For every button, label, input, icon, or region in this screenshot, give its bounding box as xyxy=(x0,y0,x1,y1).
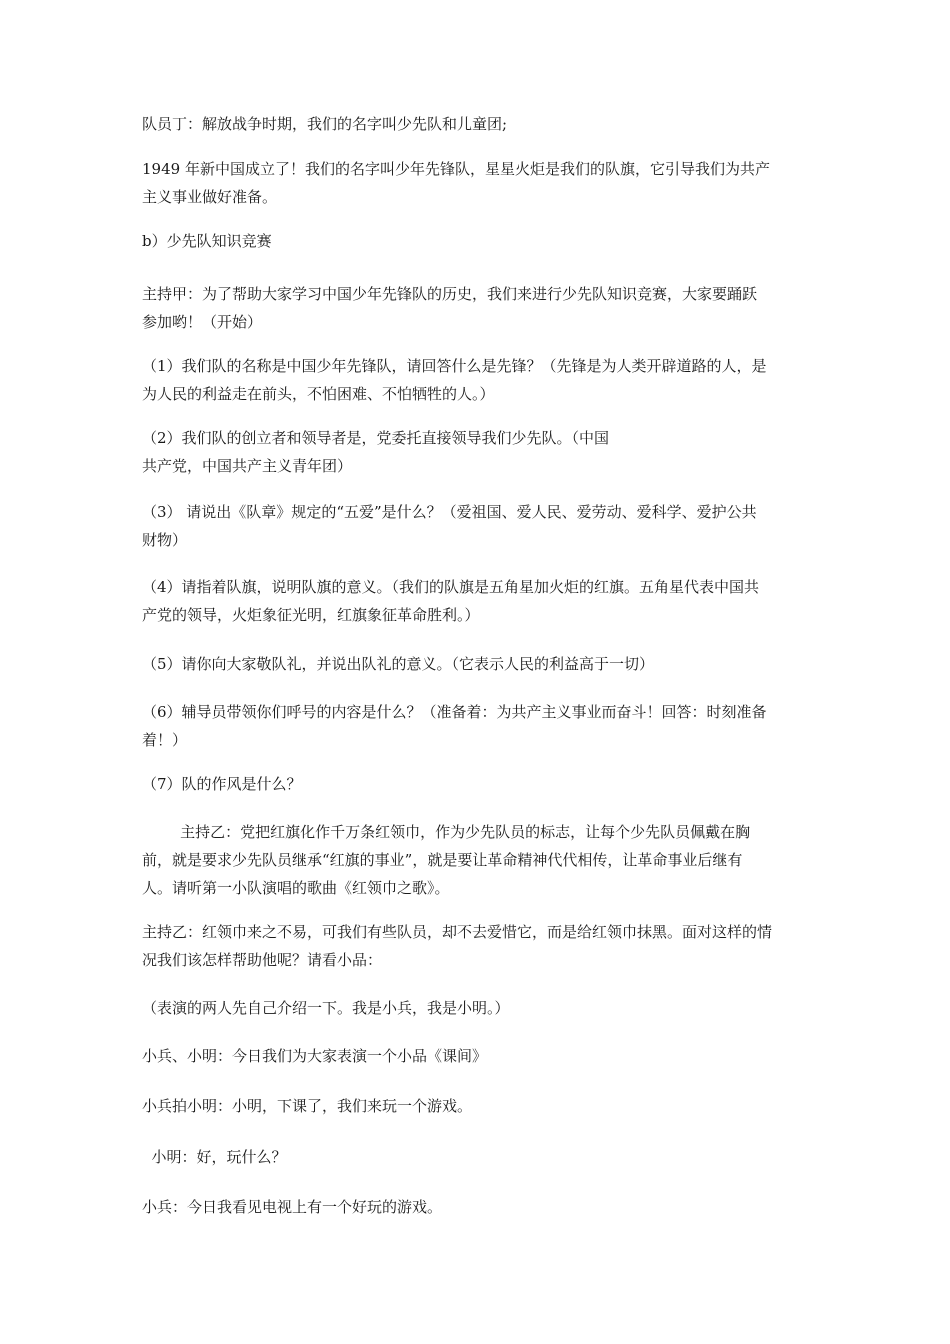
dialogue-line-1 xyxy=(142,1042,814,1070)
text-line: （6）辅导员带领你们呼号的内容是什么？（准备着：为共产主义事业而奋斗！回答：时刻准备 xyxy=(142,703,767,721)
quiz-question-1 xyxy=(142,352,814,408)
paragraph-3 xyxy=(142,227,814,255)
text-line: 主义事业做好准备。 xyxy=(142,188,278,206)
text-line: （3） 请说出《队章》规定的“五爱”是什么？（爱祖国、爱人民、爱劳动、爱科学、爱护公共 xyxy=(142,503,757,521)
text-line: 小明：好，玩什么？ xyxy=(142,1148,287,1166)
paragraph-2 xyxy=(142,155,814,211)
quiz-question-4 xyxy=(142,573,814,629)
quiz-question-5 xyxy=(142,650,814,678)
dialogue-line-4 xyxy=(142,1193,814,1221)
paragraph-host-b-2 xyxy=(142,918,814,974)
text-line: 主持乙：红领巾来之不易，可我们有些队员，却不去爱惜它，而是给红领巾抹黑。面对这样的情 xyxy=(142,923,773,941)
paragraph-1 xyxy=(142,110,814,138)
paragraph-intro xyxy=(142,994,814,1022)
dialogue-line-2 xyxy=(142,1092,814,1120)
text-line: （7）队的作风是什么？ xyxy=(142,775,302,793)
text-line: 小兵、小明：今日我们为大家表演一个小品《课间》 xyxy=(142,1047,488,1065)
dialogue-line-3 xyxy=(142,1143,814,1171)
text-line: 着！） xyxy=(142,731,188,749)
text-line: 前，就是要求少先队员继承“红旗的事业”，就是要让革命精神代代相传，让革命事业后继有 xyxy=(142,851,743,869)
text-line: 人。请听第一小队演唱的歌曲《红领巾之歌》。 xyxy=(142,879,450,897)
paragraph-host-b-1 xyxy=(142,818,814,902)
text-line: 1949 年新中国成立了！我们的名字叫少年先锋队，星星火炬是我们的队旗，它引导我们为共产 xyxy=(142,160,770,178)
text-line: 小兵：今日我看见电视上有一个好玩的游戏。 xyxy=(142,1198,443,1216)
text-line: 参加哟！（开始） xyxy=(142,313,263,331)
paragraph-4 xyxy=(142,280,814,336)
text-line: 况我们该怎样帮助他呢？请看小品： xyxy=(142,951,383,969)
text-line: 主持甲：为了帮助大家学习中国少年先锋队的历史，我们来进行少先队知识竞赛，大家要踊跃 xyxy=(142,285,758,303)
text-line: （1）我们队的名称是中国少年先锋队，请回答什么是先锋？（先锋是为人类开辟道路的人，是 xyxy=(142,357,767,375)
text-line: 队员丁：解放战争时期，我们的名字叫少先队和儿童团; xyxy=(142,115,508,133)
text-line: 主持乙：党把红旗化作千万条红领巾，作为少先队员的标志，让每个少先队员佩戴在胸 xyxy=(142,823,751,841)
text-line: 为人民的利益走在前头，不怕困难、不怕牺牲的人。） xyxy=(142,385,495,403)
text-line: 小兵拍小明：小明，下课了，我们来玩一个游戏。 xyxy=(142,1097,473,1115)
quiz-question-2 xyxy=(142,424,814,480)
section-heading: b）少先队知识竞赛 xyxy=(142,232,272,250)
text-line: 财物） xyxy=(142,531,188,549)
text-line: （4）请指着队旗，说明队旗的意义。（我们的队旗是五角星加火炬的红旗。五角星代表中国共 xyxy=(142,578,760,596)
text-line: （表演的两人先自己介绍一下。我是小兵，我是小明。） xyxy=(142,999,510,1017)
text-line: 共产党，中国共产主义青年团） xyxy=(142,457,353,475)
quiz-question-7 xyxy=(142,770,814,798)
text-line: 产党的领导，火炬象征光明，红旗象征革命胜利。） xyxy=(142,606,480,624)
quiz-question-6 xyxy=(142,698,814,754)
text-line: （5）请你向大家敬队礼，并说出队礼的意义。（它表示人民的利益高于一切） xyxy=(142,655,655,673)
quiz-question-3 xyxy=(142,498,814,554)
text-line: （2）我们队的创立者和领导者是，党委托直接领导我们少先队。（中国 xyxy=(142,429,610,447)
